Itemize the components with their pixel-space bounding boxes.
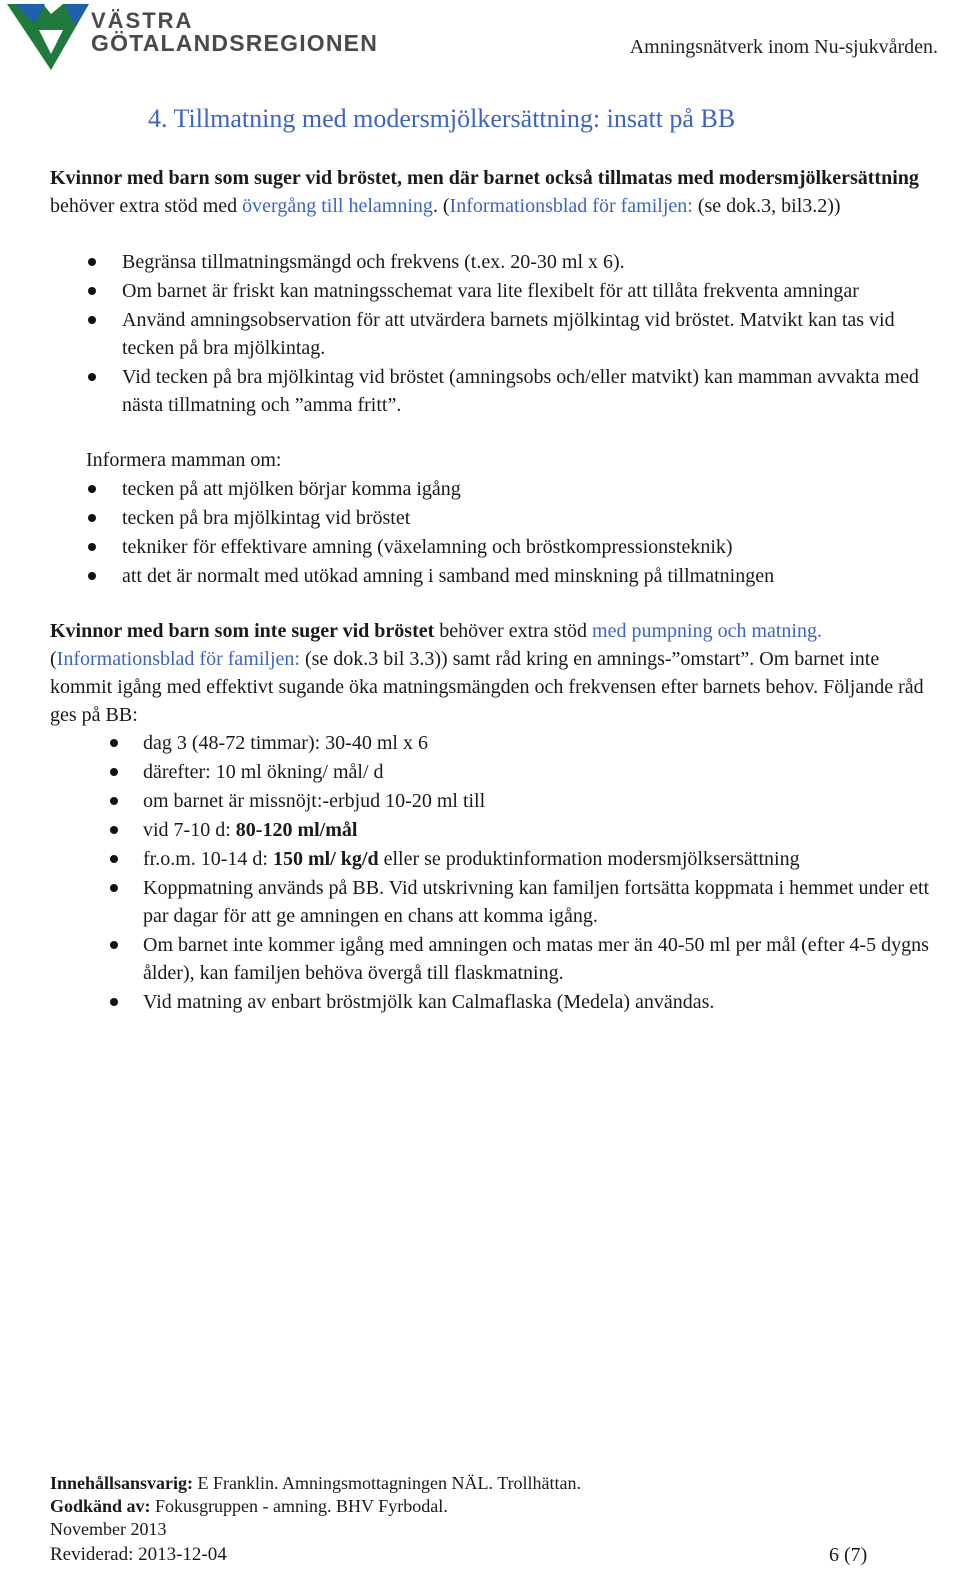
bullet-icon xyxy=(88,485,96,493)
advice-list xyxy=(86,248,951,420)
footer-revised: Reviderad: 2013-12-04 xyxy=(50,1544,227,1565)
list-item-text: vid 7-10 d: xyxy=(143,819,236,841)
list-item xyxy=(108,845,948,873)
list-item-text: tekniker för effektivare amning (växelamning och bröstkompressionsteknik) xyxy=(122,536,733,558)
intro-text-2: . ( xyxy=(432,195,450,217)
region-logo-icon xyxy=(5,0,91,72)
list-item-text: Om barnet är friskt kan matningsschemat vara lite flexibelt för att tillåta frekventa amningar xyxy=(122,280,859,302)
second-text-3: (se dok.3 bil 3.3)) samt råd kring en amnings-”omstart”. Om barnet inte kommit igång med effektivt sugande öka matningsmängden och frekvensen efter barnets behov. Följande råd ges på BB: xyxy=(50,648,924,726)
list-item-bold: 80-120 ml/mål xyxy=(235,819,358,841)
bullet-icon xyxy=(110,797,118,805)
list-item-text: om barnet är missnöjt:-erbjud 10-20 ml till xyxy=(143,790,486,812)
footer-approved-label: Godkänd av: xyxy=(50,1496,151,1516)
bullet-icon xyxy=(110,884,118,892)
list-item xyxy=(108,931,948,987)
footer-approved xyxy=(50,1495,448,1517)
bullet-icon xyxy=(88,373,96,381)
second-text-2: ( xyxy=(50,648,57,670)
list-item-text: Om barnet inte kommer igång med amningen och matas mer än 40-50 ml per mål (efter 4-5 dygns ålder), kan familjen behöva övergå till flaskmatning. xyxy=(143,934,929,984)
intro-text-3: (se dok.3, bil3.2)) xyxy=(692,195,841,217)
link-overgang-helamning[interactable]: övergång till helamning xyxy=(242,195,433,217)
link-pumpning-matning[interactable]: med pumpning och matning. xyxy=(592,620,822,642)
list-item xyxy=(108,988,948,1016)
list-item-text: fr.o.m. 10-14 d: xyxy=(143,848,273,870)
intro-paragraph xyxy=(50,164,945,220)
bullet-icon xyxy=(88,572,96,580)
inform-label: Informera mamman om: xyxy=(86,449,282,471)
list-item-text: tecken på att mjölken börjar komma igång xyxy=(122,478,461,500)
footer-date: November 2013 xyxy=(50,1519,167,1539)
header-network-title: Amningsnätverk inom Nu-sjukvården. xyxy=(629,36,938,58)
logo-line2: GÖTALANDSREGIONEN xyxy=(91,30,379,56)
list-item xyxy=(86,504,951,532)
list-item xyxy=(86,475,951,503)
footer-responsible-value: E Franklin. Amningsmottagningen NÄL. Trollhättan. xyxy=(193,1473,582,1493)
list-item xyxy=(86,306,951,362)
inform-list xyxy=(86,475,951,591)
bb-advice-list xyxy=(108,729,948,1017)
list-item-text: eller se produktinformation modersmjölksersättning xyxy=(378,848,800,870)
list-item-text: tecken på bra mjölkintag vid bröstet xyxy=(122,507,411,529)
bullet-icon xyxy=(110,768,118,776)
link-informationsblad-1[interactable]: Informationsblad för familjen: xyxy=(449,195,693,217)
intro-bold-text: Kvinnor med barn som suger vid bröstet, men där barnet också tillmatas med modersmjölkersättning xyxy=(50,167,919,189)
list-item-text: Vid matning av enbart bröstmjölk kan Calmaflaska (Medela) användas. xyxy=(143,991,715,1013)
bullet-icon xyxy=(88,514,96,522)
list-item-text: Vid tecken på bra mjölkintag vid bröstet (amningsobs och/eller matvikt) kan mamman avvakta med nästa tillmatning och ”amma fritt”. xyxy=(122,366,919,416)
bullet-icon xyxy=(88,258,96,266)
list-item-text: Begränsa tillmatningsmängd och frekvens (t.ex. 20-30 ml x 6). xyxy=(122,251,625,273)
list-item xyxy=(86,248,951,276)
logo-line1: VÄSTRA xyxy=(91,8,194,33)
list-item xyxy=(86,533,951,561)
list-item-text: Koppmatning används på BB. Vid utskrivning kan familjen fortsätta koppmata i hemmet under ett par dagar för att ge amningen en chans att komma igång. xyxy=(143,877,930,927)
list-item-bold: 150 ml/ kg/d xyxy=(273,848,379,870)
vgr-logo xyxy=(5,0,379,72)
list-item xyxy=(108,787,948,815)
list-item-text: Använd amningsobservation för att utvärdera barnets mjölkintag vid bröstet. Matvikt kan tas vid tecken på bra mjölkintag. xyxy=(122,309,895,359)
list-item xyxy=(86,363,951,419)
list-item-text: att det är normalt med utökad amning i samband med minskning på tillmatningen xyxy=(122,565,775,587)
bullet-icon xyxy=(110,941,118,949)
footer-approved-value: Fokusgruppen - amning. BHV Fyrbodal. xyxy=(150,1496,448,1516)
bullet-icon xyxy=(110,739,118,747)
list-item-text: dag 3 (48-72 timmar): 30-40 ml x 6 xyxy=(143,732,428,754)
list-item xyxy=(108,758,948,786)
footer-responsible-label: Innehållsansvarig: xyxy=(50,1473,194,1493)
intro-text-1: behöver extra stöd med xyxy=(50,195,243,217)
bullet-icon xyxy=(88,543,96,551)
bullet-icon xyxy=(88,316,96,324)
footer-responsible xyxy=(50,1472,581,1494)
bullet-icon xyxy=(88,287,96,295)
list-item-text: därefter: 10 ml ökning/ mål/ d xyxy=(143,761,384,783)
second-text-1: behöver extra stöd xyxy=(434,620,593,642)
list-item xyxy=(86,277,951,305)
bullet-icon xyxy=(110,855,118,863)
bullet-icon xyxy=(110,826,118,834)
list-item xyxy=(108,874,948,930)
second-bold-text: Kvinnor med barn som inte suger vid bröstet xyxy=(50,620,435,642)
list-item xyxy=(108,729,948,757)
section-title: 4. Tillmatning med modersmjölkersättning: insatt på BB xyxy=(148,104,736,133)
bullet-icon xyxy=(110,998,118,1006)
list-item xyxy=(108,816,948,844)
link-informationsblad-2[interactable]: Informationsblad för familjen: xyxy=(56,648,300,670)
list-item xyxy=(86,562,951,590)
page-number: 6 (7) xyxy=(829,1544,868,1566)
second-paragraph xyxy=(50,617,945,729)
